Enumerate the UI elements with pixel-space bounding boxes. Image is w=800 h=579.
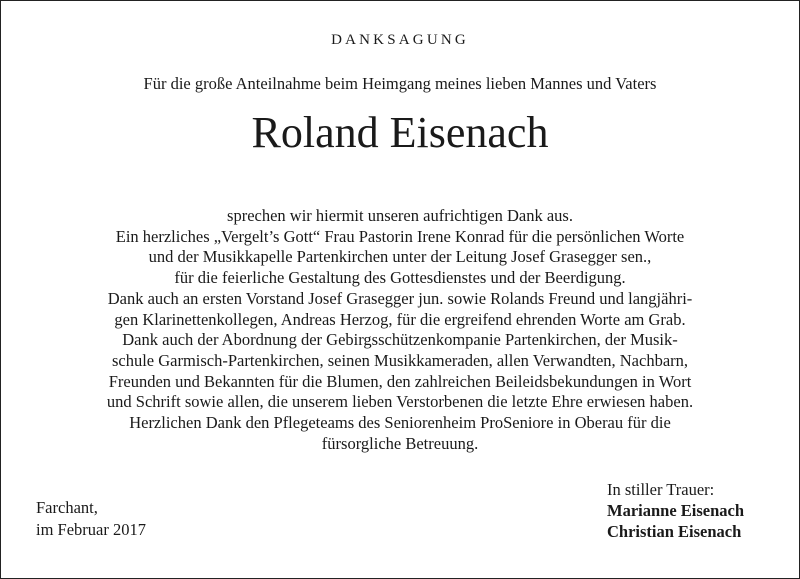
place-date-block bbox=[36, 497, 146, 540]
body-line: für die feierliche Gestaltung des Gottesdienstes und der Beerdigung. bbox=[174, 268, 626, 288]
mourning-label: In stiller Trauer: bbox=[607, 480, 715, 499]
mourner-name: Christian Eisenach bbox=[607, 522, 742, 541]
deceased-name: Roland Eisenach bbox=[251, 108, 549, 157]
mourners-block bbox=[607, 479, 744, 542]
notice-heading: DANKSAGUNG bbox=[331, 32, 469, 48]
body-line: und der Musikkapelle Partenkirchen unter der Leitung Josef Grasegger sen., bbox=[148, 247, 652, 267]
thanks-body bbox=[30, 206, 770, 454]
body-line: Ein herzliches „Vergelt’s Gott“ Frau Pastorin Irene Konrad für die persönlichen Worte bbox=[115, 226, 685, 246]
body-line: schule Garmisch-Partenkirchen, seinen Musikkameraden, allen Verwandten, Nachbarn, bbox=[111, 350, 689, 370]
place: Farchant, bbox=[36, 498, 98, 517]
body-line: Dank auch der Abordnung der Gebirgsschützenkompanie Partenkirchen, der Musik- bbox=[122, 330, 678, 350]
body-line: Herzlichen Dank den Pflegeteams des Seniorenheim ProSeniore in Oberau für die bbox=[129, 413, 671, 433]
mourner-name: Marianne Eisenach bbox=[607, 501, 745, 520]
body-line: Dank auch an ersten Vorstand Josef Grasegger jun. sowie Rolands Freund und langjähri- bbox=[107, 288, 693, 308]
body-line: Freunden und Bekannten für die Blumen, den zahlreichen Beileidsbekundungen in Wort bbox=[108, 371, 692, 391]
date: im Februar 2017 bbox=[36, 519, 146, 539]
body-line: und Schrift sowie allen, die unserem lieben Verstorbenen die letzte Ehre erwiesen haben. bbox=[106, 392, 694, 412]
body-line: sprechen wir hiermit unseren aufrichtigen Dank aus. bbox=[227, 206, 573, 225]
intro-text: Für die große Anteilnahme beim Heimgang meines lieben Mannes und Vaters bbox=[143, 74, 657, 93]
body-line: gen Klarinettenkollegen, Andreas Herzog, für die ergreifend ehrenden Worte am Grab. bbox=[114, 309, 686, 329]
body-line: fürsorgliche Betreuung. bbox=[321, 433, 479, 453]
